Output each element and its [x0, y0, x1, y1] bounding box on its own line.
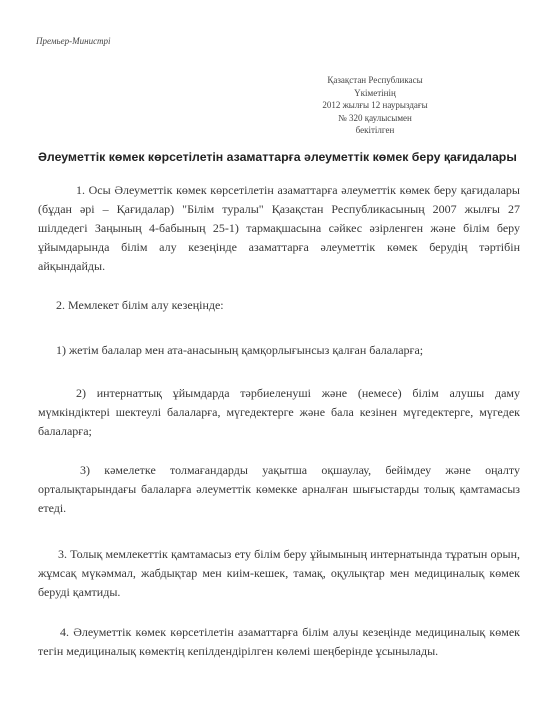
approval-line: бекітілген	[355, 125, 395, 136]
paragraph-5: 3) кәмелетке толмағандарды уақытша оқшаулау, бейімдеу және оңалту орталықтарындағы балаларға әлеуметтік көмекке арналған шығыстарды толық қамтамасыз етеді.	[38, 463, 520, 515]
approval-line: 2012 жылғы 12 наурыздағы	[322, 100, 428, 111]
paragraph-4: 2) интернаттық ұйымдарда тәрбиеленуші және (немесе) білім алушы даму мүмкіндіктері шектеулі балаларға, мүгедектерге және бала кезінен мүгедектерге, мүгедек балаларға;	[38, 386, 520, 438]
approval-stamp-text	[300, 74, 450, 137]
paragraph-2: 2. Мемлекет білім алу кезеңінде:	[56, 298, 224, 312]
approval-line: № 320 қаулысымен	[338, 112, 412, 123]
paragraph-7: 4. Әлеуметтік көмек көрсетілетін азаматтарға білім алуы кезеңінде медициналық көмек тегін медициналық көмектің кепілдендірілген көлемі шеңберінде ұсынылады.	[38, 625, 520, 658]
paragraph-1: 1. Осы Әлеуметтік көмек көрсетілетін азаматтарға әлеуметтік көмек беру қағидалары (бұдан әрі – Қағидалар) "Білім туралы" Қазақстан Республикасының 2007 жылғы 27 шілдедегі Заңының 4-бабының 25-1) тармақшасына сәйкес әзірленген және білім беру ұйымдарында білім алу кезеңінде азаматтарға әлеуметтік көмек берудің тәртібін айқындайды.	[38, 183, 520, 273]
signatory-note: Премьер-Министрі	[36, 36, 111, 46]
paragraph-6: 3. Толық мемлекеттік қамтамасыз ету білім беру ұйымының интернатында тұратын орын, жұмсақ мүкәммал, жабдықтар мен киім-кешек, тамақ, оқулықтар мен медициналық көмек беруді қамтиды.	[38, 547, 520, 599]
paragraph-3: 1) жетім балалар мен ата-анасының қамқорлығынсыз қалған балаларға;	[56, 343, 424, 357]
approval-line: Қазақстан Республикасы	[327, 75, 423, 85]
approval-line: Үкіметінің	[354, 87, 396, 98]
document-title: Әлеуметтік көмек көрсетілетін азаматтарға әлеуметтік көмек беру қағидалары	[38, 150, 517, 164]
